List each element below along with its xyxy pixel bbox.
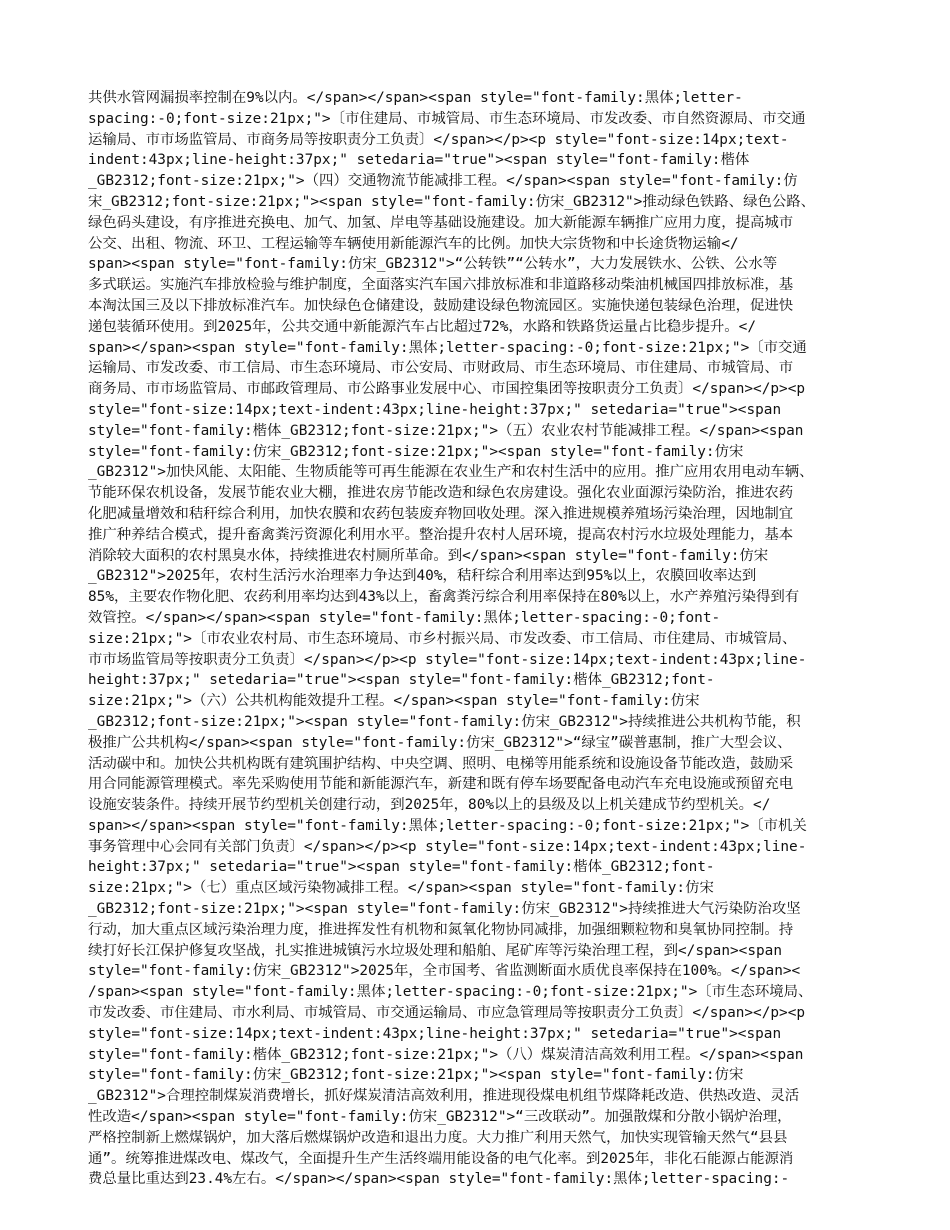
text-line: 化肥减量增效和秸秆综合利用，加快农膜和农药包装废弃物回收处理。深入推进规模养殖场污染治理，因地制宜 xyxy=(88,505,794,522)
text-line: 效管控。</span></span><span style="font-family:黑体;letter-spacing:-0;font- xyxy=(88,609,721,626)
text-line: 市发改委、市住建局、市水利局、市城管局、市交通运输局、市应急管理局等按职责分工负责〕</span></p><p xyxy=(88,1005,806,1022)
text-line: height:37px;" setedaria="true"><span style="font-family:楷体_GB2312;font- xyxy=(88,859,715,876)
text-line: 商务局、市市场监管局、市邮政管理局、市公路事业发展中心、市国控集团等按职责分工负责〕</span></p><p xyxy=(88,381,806,398)
text-line: _GB2312">2025年，农村生活污水治理率力争达到40%，秸秆综合利用率达到95%以上，农膜回收率达到 xyxy=(88,568,757,585)
text-line: 节能环保农机设备，发展节能农业大棚，推进农房节能改造和绿色农房建设。强化农业面源污染防治，推进农药 xyxy=(88,485,794,502)
text-line: 多式联运。实施汽车排放检验与维护制度，全面落实汽车国六排放标准和非道路移动柴油机械国四排放标准，基 xyxy=(88,277,794,294)
text-line: _GB2312;font-size:21px;"><span style="font-family:仿宋_GB2312">持续推进公共机构节能，积 xyxy=(88,713,801,730)
text-line: 用合同能源管理模式。率先采购使用节能和新能源汽车，新建和既有停车场要配备电动汽车充电设施或预留充电 xyxy=(88,776,794,793)
text-line: _GB2312;font-size:21px;"><span style="font-family:仿宋_GB2312">持续推进大气污染防治攻坚 xyxy=(88,901,801,918)
text-line: span></span><span style="font-family:黑体;letter-spacing:-0;font-size:21px;">〔市机关 xyxy=(88,817,807,834)
text-line: size:21px;">（七）重点区域污染物减排工程。</span><span style="font-family:仿宋 xyxy=(88,880,714,897)
text-line: style="font-family:仿宋_GB2312;font-size:21px;"><span style="font-family:仿宋 xyxy=(88,443,744,460)
text-line: 性改造</span><span style="font-family:仿宋_GB2312">“三改联动”。加强散煤和分散小锅炉治理， xyxy=(88,1109,792,1126)
document-text xyxy=(88,88,864,1190)
text-line: 事务管理中心会同有关部门负责〕</span></p><p style="font-size:14px;text-indent:43px;line- xyxy=(88,838,807,855)
text-line: 设施安装条件。持续开展节约型机关创建行动，到2025年，80%以上的县级及以上机关建成节约型机关。</ xyxy=(88,797,771,814)
text-line: height:37px;" setedaria="true"><span style="font-family:楷体_GB2312;font- xyxy=(88,672,715,689)
text-line: style="font-size:14px;text-indent:43px;line-height:37px;" setedaria="true"><span xyxy=(88,401,782,418)
text-line: 运输局、市发改委、市工信局、市生态环境局、市公安局、市财政局、市生态环境局、市住建局、市城管局、市 xyxy=(88,360,794,377)
text-line: size:21px;">（六）公共机构能效提升工程。</span><span style="font-family:仿宋 xyxy=(88,693,700,710)
text-line: 续打好长江保护修复攻坚战，扎实推进城镇污水垃圾处理和船舶、尾矿库等污染治理工程，到</span><span xyxy=(88,942,782,959)
text-line: _GB2312">合理控制煤炭消费增长，抓好煤炭清洁高效利用，推进现役煤电机组节煤降耗改造、供热改造、灵活 xyxy=(88,1088,800,1105)
text-line: span></span><span style="font-family:黑体;letter-spacing:-0;font-size:21px;">〔市交通 xyxy=(88,339,807,356)
text-line: 活动碳中和。加快公共机构既有建筑围护结构、中央空调、照明、电梯等用能系统和设施设备节能改造，鼓励采 xyxy=(88,755,794,772)
text-line: 递包装循环使用。到2025年，公共交通中新能源汽车占比超过72%，水路和铁路货运量占比稳步提升。</ xyxy=(88,318,756,335)
text-line: style="font-family:仿宋_GB2312;font-size:21px;"><span style="font-family:仿宋 xyxy=(88,1067,744,1084)
text-line: 本淘汰国三及以下排放标准汽车。加快绿色仓储建设，鼓励建设绿色物流园区。实施快递包装绿色治理，促进快 xyxy=(88,297,794,314)
text-line: 极推广公共机构</span><span style="font-family:仿宋_GB2312">“绿宝”碳普惠制，推广大型会议、 xyxy=(88,734,792,751)
text-line: 共供水管网漏损率控制在9%以内。</span></span><span style="font-family:黑体;letter- xyxy=(88,90,743,106)
text-line: 行动，加大重点区域污染治理力度，推进挥发性有机物和氮氧化物协同减排，加强细颗粒物和臭氧协同控制。持 xyxy=(88,921,794,938)
text-line: 85%，主要农作物化肥、农药利用率均达到43%以上，畜禽粪污综合利用率保持在80%以上，水产养殖污染得到有 xyxy=(88,589,800,606)
text-line: 费总量比重达到23.4%左右。</span></span><span style="font-family:黑体;letter-spacing:- xyxy=(88,1171,790,1188)
text-line: 消除较大面积的农村黑臭水体，持续推进农村厕所革命。到</span><span style="font-family:仿宋 xyxy=(88,547,769,564)
text-line: style="font-family:楷体_GB2312;font-size:21px;">（八）煤炭清洁高效利用工程。</span><span xyxy=(88,1046,804,1063)
text-line: /span><span style="font-family:黑体;letter-spacing:-0;font-size:21px;">〔市生态环境局、 xyxy=(88,984,813,1001)
text-line: style="font-family:仿宋_GB2312">2025年，全市国考、省监测断面水质优良率保持在100%。</span>< xyxy=(88,963,801,980)
text-line: 严格控制新上燃煤锅炉，加大落后燃煤锅炉改造和退出力度。大力推广利用天然气，加快实现管输天然气“县县 xyxy=(88,1129,788,1146)
text-line: style="font-size:14px;text-indent:43px;line-height:37px;" setedaria="true"><span xyxy=(88,1025,782,1042)
text-line: 市市场监管局等按职责分工负责〕</span></p><p style="font-size:14px;text-indent:43px;line- xyxy=(88,651,807,668)
text-line: indent:43px;line-height:37px;" setedaria="true"><span style="font-family:楷体 xyxy=(88,152,750,169)
text-line: 推广种养结合模式，提升畜禽粪污资源化利用水平。整治提升农村人居环境，提高农村污水垃圾处理能力，基本 xyxy=(88,526,794,543)
text-line: 绿色码头建设，有序推进充换电、加气、加氢、岸电等基础设施建设。加大新能源车辆推广应用力度，提高城市 xyxy=(88,214,794,231)
text-line: 宋_GB2312;font-size:21px;"><span style="font-family:仿宋_GB2312">推动绿色铁路、绿色公路、 xyxy=(88,193,816,210)
text-line: span><span style="font-family:仿宋_GB2312">“公转铁”“公转水”，大力发展铁水、公铁、公水等 xyxy=(88,256,778,273)
text-line: size:21px;">〔市农业农村局、市生态环境局、市乡村振兴局、市发改委、市工信局、市住建局、市城管局、 xyxy=(88,630,797,647)
text-line: _GB2312;font-size:21px;">（四）交通物流节能减排工程。</span><span style="font-family:仿 xyxy=(88,173,798,190)
text-line: 通”。统筹推进煤改电、煤改气，全面提升生产生活终端用能设备的电气化率。到2025年，非化石能源占能源消 xyxy=(88,1150,794,1167)
text-line: style="font-family:楷体_GB2312;font-size:21px;">（五）农业农村节能减排工程。</span><span xyxy=(88,422,804,439)
text-line: 运输局、市市场监管局、市商务局等按职责分工负责〕</span></p><p style="font-size:14px;text- xyxy=(88,131,789,148)
text-line: spacing:-0;font-size:21px;">〔市住建局、市城管局、市生态环境局、市发改委、市自然资源局、市交通 xyxy=(88,110,806,127)
text-line: 公交、出租、物流、环卫、工程运输等车辆使用新能源汽车的比例。加快大宗货物和中长途货物运输</ xyxy=(88,235,739,252)
text-line: _GB2312">加快风能、太阳能、生物质能等可再生能源在农业生产和农村生活中的应用。推广应用农用电动车辆、 xyxy=(88,464,814,481)
